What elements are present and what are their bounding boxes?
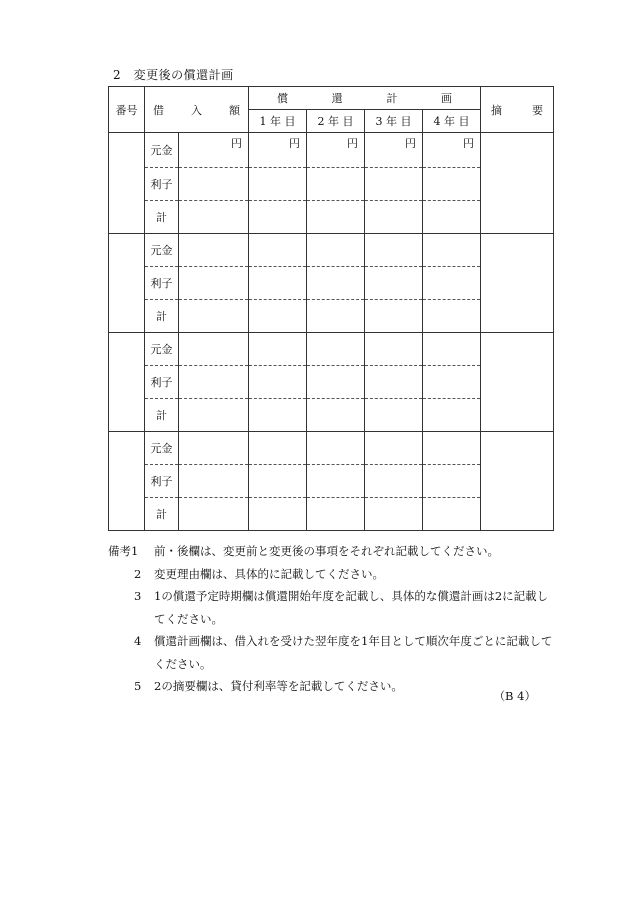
year-cell[interactable] [249,267,307,300]
remarks-cell[interactable] [481,432,554,531]
row-label-principal: 元金 [145,333,179,366]
note-number: 5 [134,679,142,693]
row-label-principal: 元金 [145,432,179,465]
note-number: 4 [134,634,142,648]
header-remarks: 摘 要 [481,87,554,133]
number-cell[interactable] [109,333,145,432]
year-cell[interactable] [307,267,365,300]
year-cell[interactable] [307,333,365,366]
year-cell[interactable] [365,234,423,267]
year-cell[interactable] [307,234,365,267]
year-cell[interactable] [249,201,307,234]
row-label-total: 計 [145,399,179,432]
row-label-total: 計 [145,300,179,333]
form-code: （B 4） [493,689,536,703]
amount-cell[interactable] [179,432,249,465]
year-cell[interactable] [365,366,423,399]
note-text: 2の摘要欄は、貸付利率等を記載してください。 [154,679,403,693]
year-cell[interactable] [423,399,481,432]
year-cell[interactable] [249,465,307,498]
row-label-principal: 元金 [145,133,179,168]
number-cell[interactable] [109,234,145,333]
year-cell[interactable] [423,465,481,498]
amount-cell[interactable] [179,498,249,531]
year-cell[interactable]: 円 [307,133,365,168]
amount-cell[interactable]: 円 [179,133,249,168]
note-number: 2 [134,566,142,581]
note-text: 償還計画欄は、借入れを受けた翌年度を1年目として順次年度ごとに記載して [154,634,553,648]
row-label-interest: 利子 [145,366,179,399]
note-item [108,585,568,630]
year-cell[interactable]: 円 [249,133,307,168]
year-cell[interactable] [423,300,481,333]
year-cell[interactable] [423,201,481,234]
remarks-cell[interactable] [481,333,554,432]
year-cell[interactable] [423,234,481,267]
remarks-cell[interactable] [481,234,554,333]
note-item [108,563,568,586]
note-number: 3 [134,589,142,603]
note-item [108,540,568,563]
year-cell[interactable] [365,498,423,531]
amount-cell[interactable] [179,399,249,432]
year-cell[interactable] [365,267,423,300]
amount-cell[interactable] [179,366,249,399]
row-label-total: 計 [145,498,179,531]
year-cell[interactable] [365,399,423,432]
note-text: 変更理由欄は、具体的に記載してください。 [154,566,384,581]
amount-cell[interactable] [179,234,249,267]
row-label-interest: 利子 [145,465,179,498]
number-cell[interactable] [109,133,145,234]
year-cell[interactable] [249,234,307,267]
note-item [108,630,568,675]
year-cell[interactable] [423,168,481,201]
section-heading: 2 変更後の償還計画 [113,68,234,82]
note-continuation: てください。 [154,611,223,626]
remarks-cell[interactable] [481,133,554,234]
year-cell[interactable] [249,399,307,432]
year-cell[interactable]: 円 [365,133,423,168]
year-cell[interactable]: 円 [423,133,481,168]
year-cell[interactable] [307,366,365,399]
notes-prefix: 備考1 [108,544,139,558]
header-year-4: 4 年 目 [423,110,481,133]
year-cell[interactable] [249,432,307,465]
year-cell[interactable] [249,366,307,399]
year-cell[interactable] [365,168,423,201]
header-year-1: 1 年 目 [249,110,307,133]
year-cell[interactable] [249,300,307,333]
header-repayment-plan: 償 還 計 画 [249,87,481,110]
amount-cell[interactable] [179,168,249,201]
amount-cell[interactable] [179,333,249,366]
row-label-interest: 利子 [145,267,179,300]
header-number: 番号 [109,87,145,133]
year-cell[interactable] [307,465,365,498]
year-cell[interactable] [249,168,307,201]
amount-cell[interactable] [179,300,249,333]
year-cell[interactable] [307,168,365,201]
year-cell[interactable] [423,333,481,366]
amount-cell[interactable] [179,201,249,234]
amount-cell[interactable] [179,465,249,498]
row-label-total: 計 [145,201,179,234]
year-cell[interactable] [423,366,481,399]
amount-cell[interactable] [179,267,249,300]
year-cell[interactable] [365,201,423,234]
year-cell[interactable] [307,201,365,234]
year-cell[interactable] [307,399,365,432]
year-cell[interactable] [307,432,365,465]
notes-section [108,540,568,698]
repayment-plan-table [108,86,554,531]
year-cell[interactable] [423,432,481,465]
year-cell[interactable] [249,498,307,531]
year-cell[interactable] [423,267,481,300]
header-year-3: 3 年 目 [365,110,423,133]
year-cell[interactable] [365,300,423,333]
row-label-principal: 元金 [145,234,179,267]
year-cell[interactable] [249,333,307,366]
year-cell[interactable] [307,498,365,531]
note-text: 前・後欄は、変更前と変更後の事項をそれぞれ記載してください。 [154,544,499,558]
header-borrowed-amount: 借 入 額 [145,87,249,133]
year-cell[interactable] [365,465,423,498]
row-label-interest: 利子 [145,168,179,201]
number-cell[interactable] [109,432,145,531]
year-cell[interactable] [365,432,423,465]
year-cell[interactable] [423,498,481,531]
note-text: 1の償還予定時期欄は償還開始年度を記載し、具体的な償還計画は2に記載し [154,589,549,603]
header-year-2: 2 年 目 [307,110,365,133]
year-cell[interactable] [365,333,423,366]
year-cell[interactable] [307,300,365,333]
note-continuation: ください。 [154,656,212,671]
